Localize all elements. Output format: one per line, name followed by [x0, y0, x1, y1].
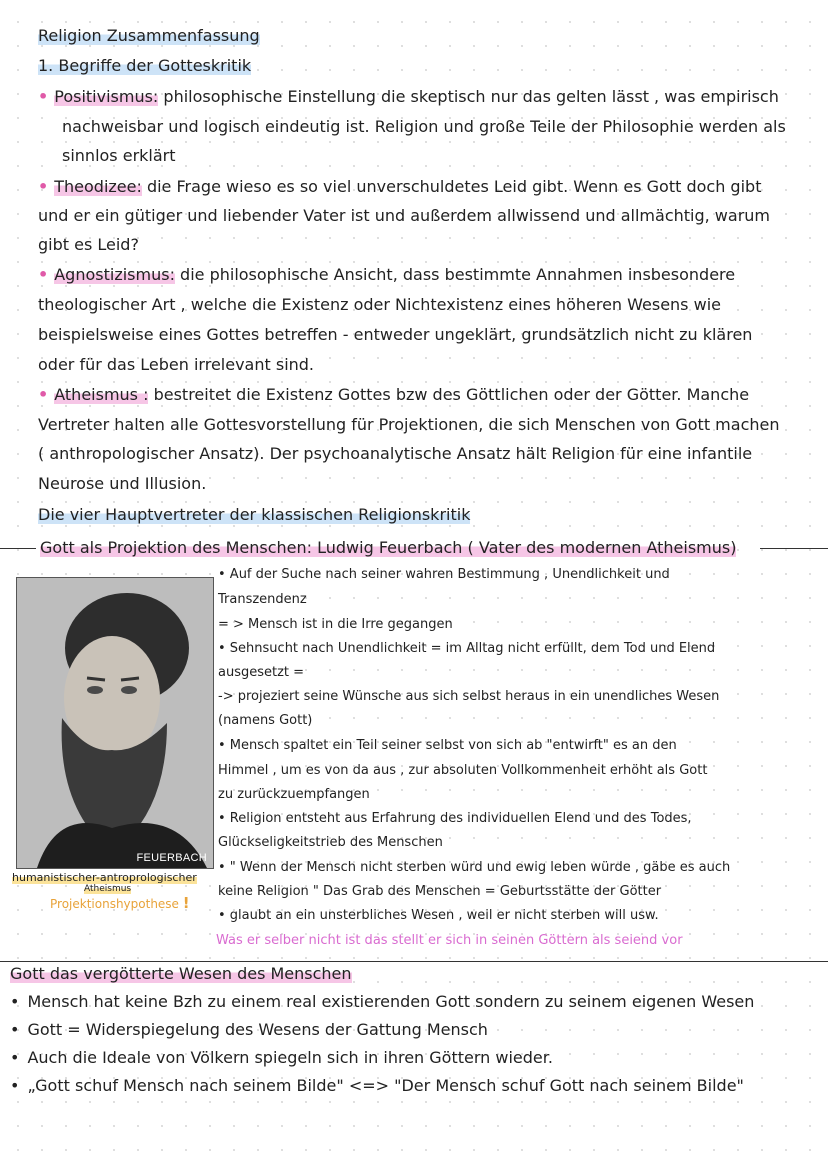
note-line: Transzendenz: [218, 592, 307, 607]
bullet-icon: •: [10, 1020, 20, 1039]
section-divider: [0, 961, 828, 962]
term-theodizee-line: gibt es Leid?: [38, 235, 139, 254]
note-line: • " Wenn der Mensch nicht sterben würd und ewig leben würde , gäbe es auch: [218, 860, 731, 875]
divider: [760, 548, 828, 549]
note-line: • Auf der Suche nach seiner wahren Bestimmung , Unendlichkeit und: [218, 567, 670, 582]
portrait-caption: FEUERBACH: [136, 852, 207, 864]
list-item: • „Gott schuf Mensch nach seinem Bilde" <=> "Der Mensch schuf Gott nach seinem Bilde": [10, 1076, 744, 1095]
term-positivismus-line: sinnlos erklärt: [62, 146, 176, 165]
note-line: ausgesetzt =: [218, 665, 305, 680]
bullet-icon: •: [10, 1076, 20, 1095]
subtitle-hauptvertreter: Die vier Hauptvertreter der klassischen Religionskritik: [38, 505, 471, 524]
page-title: Religion Zusammenfassung: [38, 26, 260, 45]
approach-label: humanistischer-antroprologischer: [12, 871, 197, 884]
term-atheismus-line: Neurose und Illusion.: [38, 474, 207, 493]
section-heading-gotteskritik: 1. Begriffe der Gotteskritik: [38, 56, 252, 75]
list-item: • Auch die Ideale von Völkern spiegeln sich in ihren Göttern wieder.: [10, 1048, 553, 1067]
term-atheismus: • Atheismus : bestreitet die Existenz Gottes bzw des Göttlichen oder der Götter. Manche: [38, 385, 750, 404]
bullet-icon: •: [10, 992, 20, 1011]
term-agnostizismus-line: oder für das Leben irrelevant sind.: [38, 355, 315, 374]
note-line: Himmel , um es von da aus , zur absoluten Vollkommenheit erhöht als Gott: [218, 763, 708, 778]
term-atheismus-line: Vertreter halten alle Gottesvorstellung für Projektionen, die sich Menschen von Gott machen: [38, 415, 780, 434]
divider: [0, 548, 36, 549]
note-line: • Sehnsucht nach Unendlichkeit = im Alltag nicht erfüllt, dem Tod und Elend: [218, 641, 716, 656]
term-agnostizismus-line: beispielsweise eines Gottes betreffen - entweder ungeklärt, grundsätzlich nicht zu klären: [38, 325, 753, 344]
approach-label-line2: Atheismus: [84, 884, 132, 894]
note-line: = > Mensch ist in die Irre gegangen: [218, 617, 453, 632]
note-line: • Religion entsteht aus Erfahrung des individuellen Elend und des Todes,: [218, 811, 692, 826]
portrait-illustration: [17, 578, 213, 868]
bullet-icon: •: [10, 1048, 20, 1067]
term-positivismus-line: nachweisbar und logisch eindeutig ist. Religion und große Teile der Philosophie werden als: [62, 117, 786, 136]
note-line: • glaubt an ein unsterbliches Wesen , weil er nicht sterben will usw.: [218, 908, 659, 923]
hypothesis-label: Projektionshypothese !: [50, 894, 190, 912]
feuerbach-heading: Gott als Projektion des Menschen: Ludwig Feuerbach ( Vater des modernen Atheismus): [40, 538, 737, 557]
bullet-dot-icon: •: [38, 265, 49, 284]
pink-summary-note: Was er selber nicht ist das stellt er sich in seinen Göttern als seiend vor: [216, 933, 683, 948]
note-line: Glückseligkeitstrieb des Menschen: [218, 835, 443, 850]
term-atheismus-line: ( anthropologischer Ansatz). Der psychoanalytische Ansatz hält Religion für eine infantile: [38, 444, 753, 463]
list-item: • Mensch hat keine Bzh zu einem real existierenden Gott sondern zu seinem eigenen Wesen: [10, 992, 755, 1011]
note-line: (namens Gott): [218, 713, 313, 728]
list-item: • Gott = Widerspiegelung des Wesens der Gattung Mensch: [10, 1020, 488, 1039]
bullet-dot-icon: •: [38, 87, 49, 106]
note-line: • Mensch spaltet ein Teil seiner selbst von sich ab "entwirft" es an den: [218, 738, 677, 753]
term-theodizee: • Theodizee: die Frage wieso es so viel unverschuldetes Leid gibt. Wenn es Gott doch gibt: [38, 177, 762, 196]
note-line: zu zurückzuempfangen: [218, 787, 370, 802]
bullet-dot-icon: •: [38, 385, 49, 404]
note-line: -> projeziert seine Wünsche aus sich selbst heraus in ein unendliches Wesen: [218, 689, 720, 704]
term-agnostizismus: • Agnostizismus: die philosophische Ansicht, dass bestimmte Annahmen insbesondere: [38, 265, 736, 284]
feuerbach-portrait: [16, 577, 214, 869]
term-theodizee-line: und er ein gütiger und liebender Vater ist und außerdem allwissend und allmächtig, warum: [38, 206, 770, 225]
section2-title: Gott das vergötterte Wesen des Menschen: [10, 964, 352, 983]
bullet-dot-icon: •: [38, 177, 49, 196]
exclamation-icon: !: [182, 894, 190, 912]
term-agnostizismus-line: theologischer Art , welche die Existenz oder Nichtexistenz eines höheren Wesens wie: [38, 295, 721, 314]
term-positivismus: • Positivismus: philosophische Einstellung die skeptisch nur das gelten lässt , was empirisch: [38, 87, 779, 106]
note-line: keine Religion " Das Grab des Menschen = Geburtsstätte der Götter: [218, 884, 662, 899]
